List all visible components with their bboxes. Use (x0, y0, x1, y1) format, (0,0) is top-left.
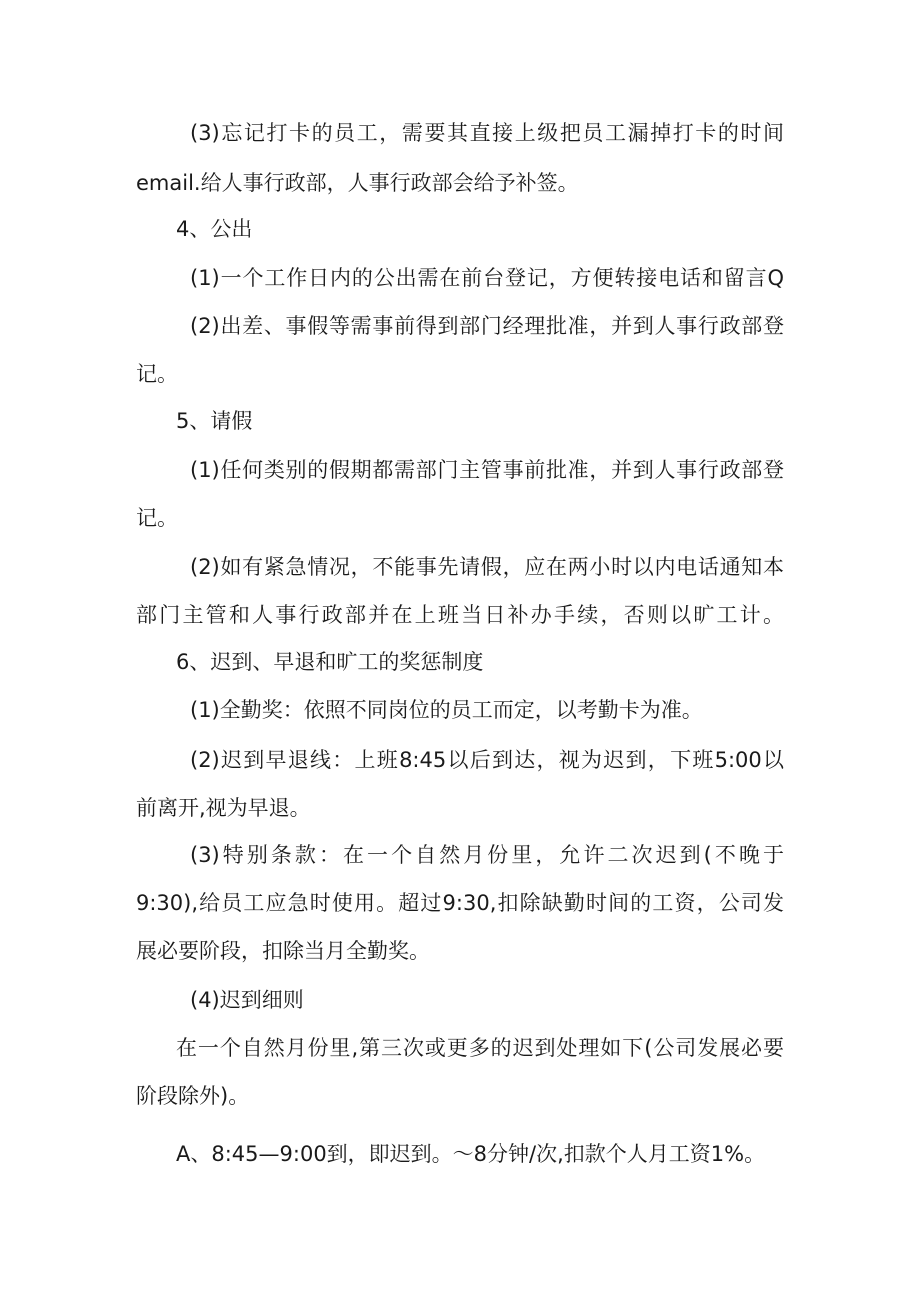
paragraph-line: (3)特别条款：在一个自然月份里，允许二次迟到(不晚于 (190, 843, 784, 867)
paragraph-line: (1)全勤奖：依照不同岗位的员工而定，以考勤卡为准。 (190, 698, 703, 722)
paragraph-line: 展必要阶段，扣除当月全勤奖。 (136, 939, 430, 963)
paragraph-line: 前离开,视为早退。 (136, 796, 311, 820)
paragraph-line: (1)一个工作日内的公出需在前台登记，方便转接电话和留言Q (190, 266, 784, 290)
section-heading: 6、迟到、早退和旷工的奖惩制度 (176, 650, 484, 674)
paragraph-line: 阶段除外)。 (136, 1084, 250, 1108)
paragraph-line: 在一个自然月份里,第三次或更多的迟到处理如下(公司发展必要 (176, 1036, 784, 1060)
section-heading: 5、请假 (176, 409, 253, 433)
paragraph-line: (2)如有紧急情况，不能事先请假，应在两小时以内电话通知本 (190, 555, 784, 579)
paragraph-line: 记。 (136, 362, 178, 386)
paragraph-line: 记。 (136, 506, 178, 530)
paragraph-line: 部门主管和人事行政部并在上班当日补办手续，否则以旷工计。 (136, 603, 784, 627)
paragraph-line: (1)任何类别的假期都需部门主管事前批准，并到人事行政部登 (190, 458, 784, 482)
section-heading: 4、公出 (176, 217, 253, 241)
paragraph-line: (2)迟到早退线：上班8:45以后到达，视为迟到，下班5:00以 (190, 748, 784, 772)
paragraph-line: email.给人事行政部，人事行政部会给予补签。 (136, 171, 579, 195)
paragraph-line: (2)出差、事假等需事前得到部门经理批准，并到人事行政部登 (190, 314, 784, 338)
paragraph-line: (3)忘记打卡的员工，需要其直接上级把员工漏掉打卡的时间 (190, 121, 784, 145)
paragraph-line: A、8:45—9:00到，即迟到。～8分钟/次,扣款个人月工资1%。 (176, 1142, 766, 1166)
paragraph-line: 9:30),给员工应急时使用。超过9:30,扣除缺勤时间的工资，公司发 (136, 891, 784, 915)
paragraph-line: (4)迟到细则 (190, 988, 304, 1012)
